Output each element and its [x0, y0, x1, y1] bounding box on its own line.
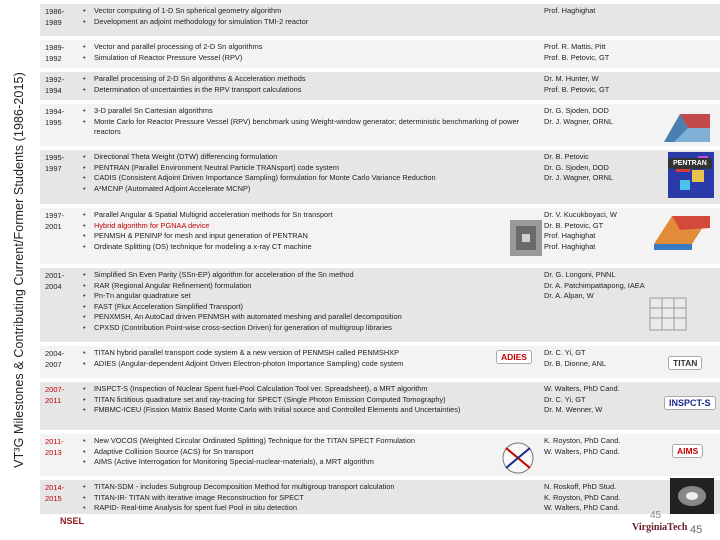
table-row — [40, 382, 720, 432]
row-description — [82, 40, 540, 68]
year-end: 2004 — [45, 282, 62, 291]
row-description — [82, 382, 540, 430]
adies-badge: ADIES — [496, 350, 532, 364]
table-row — [40, 72, 720, 102]
row-people — [540, 268, 720, 342]
spect-reconstruction-image — [670, 478, 714, 514]
row-years — [40, 104, 82, 146]
list-item: • TITAN-IR- TITAN with iterative image Reconstruction for SPECT — [82, 493, 540, 504]
person: W. Walters, PhD Cand. — [544, 503, 620, 513]
year-start: 2014- — [45, 483, 65, 492]
row-people — [540, 40, 720, 68]
list-item: • Pn-Tn angular quadrature set — [82, 291, 540, 302]
list-item: • PENTRAN (Parallel Environment Neutral Particle TRANsport) code system — [82, 163, 540, 174]
rpv-benchmark-image — [660, 108, 714, 146]
year-start: 1992- — [45, 75, 65, 84]
year-end: 2011 — [45, 396, 62, 405]
footer — [0, 510, 720, 540]
table-row — [40, 104, 720, 148]
row-description — [82, 208, 540, 264]
person: W. Walters, PhD Cand. — [544, 446, 620, 456]
row-years — [40, 150, 82, 204]
year-end: 2001 — [45, 222, 62, 231]
person: Dr. G. Longoni, PNNL — [544, 270, 616, 279]
list-item: • ADIES (Angular-dependent Adjoint Driven Electron-photon Importance Sampling) code system — [82, 359, 540, 370]
year-end: 1997 — [45, 164, 62, 173]
year-start: 2007- — [45, 385, 65, 394]
list-item: • RAR (Regional Angular Refinement) formulation — [82, 281, 540, 292]
list-item: • TITAN hybrid parallel transport code system & a new version of PENMSH called PENMSHXP — [82, 348, 540, 359]
list-item: • CPXSD (Contribution Point-wise cross-section Driven) for generation of multigroup libraries — [82, 323, 540, 334]
list-item: • Parallel Angular & Spatial Multigrid acceleration methods for Sn transport — [82, 210, 540, 221]
nsel-logo: NSEL — [60, 516, 85, 526]
list-item: • CADIS (Consistent Adjoint Driven Importance Sampling) formulation for Monte Carlo Variance Reduction — [82, 173, 540, 184]
person: Dr. A. Patchimpattapong, IAEA — [544, 280, 645, 290]
person: Prof. R. Mattis, Pitt — [544, 42, 606, 51]
year-end: 2007 — [45, 360, 62, 369]
person: Dr. J. Wagner, ORNL — [544, 173, 614, 183]
list-item: • Parallel processing of 2-D Sn algorithms & Acceleration methods — [82, 74, 540, 85]
row-years — [40, 208, 82, 264]
list-item: • A³MCNP (Automated Adjoint Accelerate MCNP) — [82, 184, 540, 195]
row-years — [40, 480, 82, 514]
list-item: • RAPID- Real-time Analysis for spent fuel Pool in situ detection — [82, 503, 540, 514]
row-description — [82, 150, 540, 204]
row-description — [82, 480, 540, 514]
year-end: 1989 — [45, 18, 62, 27]
row-people — [540, 4, 720, 36]
list-item: • AIMS (Active Interrogation for Monitoring Special-nuclear-materials), a MRT algorithm — [82, 457, 540, 468]
autocad-mesh-image — [648, 296, 688, 332]
table-row — [40, 346, 720, 380]
row-years — [40, 382, 82, 430]
list-item: • FMBMC-ICEU (Fission Matrix Based Monte Carlo with Initial source and Controlled Elements and Uncertainties) — [82, 405, 540, 416]
list-item: • Simplified Sn Even Parity (SSn-EP) algorithm for acceleration of the Sn method — [82, 270, 540, 281]
row-years — [40, 4, 82, 36]
person: Prof. B. Petovic, GT — [544, 52, 610, 62]
list-item: • TITAN fictitious quadrature set and ray-tracing for SPECT (Single Photon Emission Computed Tomography) — [82, 395, 540, 406]
year-start: 1995- — [45, 153, 65, 162]
person: N. Roskoff, PhD Stud. — [544, 482, 617, 491]
row-description — [82, 434, 540, 476]
person: K. Royston, PhD Cand. — [544, 492, 621, 502]
aims-badge: AIMS — [672, 444, 703, 458]
row-description — [82, 268, 540, 342]
list-item: • Development an adjoint methodology for simulation TMI-2 reactor — [82, 17, 540, 28]
table-row — [40, 40, 720, 70]
page-number: 45 — [690, 524, 703, 536]
pentran-badge: PENTRAN — [668, 158, 712, 169]
titan-badge: TITAN — [668, 356, 702, 370]
year-start: 1986- — [45, 7, 65, 16]
row-description — [82, 346, 540, 378]
list-item: • PENMSH & PENINP for mesh and input generation of PENTRAN — [82, 231, 540, 242]
list-item-highlighted: • Hybrid algorithm for PGNAA device — [82, 221, 540, 232]
side-title-container — [0, 0, 38, 540]
person: K. Royston, PhD Cand. — [544, 436, 621, 445]
list-item: • Determination of uncertainties in the RPV transport calculations — [82, 85, 540, 96]
list-item: • Vector computing of 1-D Sn spherical geometry algorithm — [82, 6, 540, 17]
multigrid-image — [650, 208, 714, 252]
list-item: • 3-D parallel Sn Cartesian algorithms — [82, 106, 540, 117]
list-item: • New VOCOS (Weighted Circular Ordinated Splitting) Technique for the TITAN SPECT Formulation — [82, 436, 540, 447]
year-end: 1992 — [45, 54, 62, 63]
year-start: 1997- — [45, 211, 65, 220]
list-item: • FAST (Flux Acceleration Simplified Transport) — [82, 302, 540, 313]
list-item: • Simulation of Reactor Pressure Vessel (RPV) — [82, 53, 540, 64]
row-people — [540, 72, 720, 100]
year-end: 1995 — [45, 118, 62, 127]
person: Dr. G. Sjoden, DOD — [544, 162, 609, 172]
year-start: 2011- — [45, 437, 64, 446]
list-item: • TITAN-SDM - includes Subgroup Decomposition Method for multigroup transport calculation — [82, 482, 540, 493]
table-row — [40, 268, 720, 344]
year-end: 2013 — [45, 448, 62, 457]
row-years — [40, 72, 82, 100]
table-row — [40, 4, 720, 38]
person: Dr. G. Sjoden, DOD — [544, 106, 609, 115]
person: Dr. M. Hunter, W — [544, 74, 599, 83]
ct-machine-image — [506, 216, 546, 260]
side-title: VT³G Milestones & Contributing Current/Former Students (1986-2015) — [12, 72, 26, 468]
list-item: • Ordinate Splitting (OS) technique for modeling a x-ray CT machine — [82, 242, 540, 253]
list-item: • Directional Theta Weight (DTW) differencing formulation — [82, 152, 540, 163]
row-description — [82, 104, 540, 146]
person: Prof. Haghighat — [544, 231, 596, 241]
person: Dr. V. Kucukboyaci, W — [544, 210, 617, 219]
row-description — [82, 4, 540, 36]
person: Dr. B. Petovic — [544, 152, 589, 161]
row-years — [40, 346, 82, 378]
year-start: 2001- — [45, 271, 65, 280]
list-item: • Monte Carlo for Reactor Pressure Vessel (RPV) benchmark using Weight-window generator; deterministic benchmarking of power reactors — [82, 117, 540, 138]
table-row — [40, 208, 720, 266]
person: Dr. B. Petovic, GT — [544, 220, 604, 230]
row-years — [40, 40, 82, 68]
year-end: 2015 — [45, 494, 62, 503]
person: Dr. B. Dionne, ANL — [544, 358, 607, 368]
vocos-diagram-icon — [498, 440, 538, 476]
person: W. Walters, PhD Cand. — [544, 384, 620, 393]
person: Prof. B. Petovic, GT — [544, 84, 610, 94]
person: Dr. C. Yi, GT — [544, 348, 586, 357]
list-item: • Adaptive Collision Source (ACS) for Sn transport — [82, 447, 540, 458]
row-years — [40, 268, 82, 342]
inspct-badge: INSPCT-S — [664, 396, 716, 410]
virginia-tech-logo: VirginiaTech — [632, 522, 688, 533]
person: Dr. C. Yi, GT — [544, 394, 586, 404]
year-start: 1994- — [45, 107, 65, 116]
page-number-small: 45 — [650, 510, 662, 521]
list-item: • Vector and parallel processing of 2-D Sn algorithms — [82, 42, 540, 53]
year-end: 1994 — [45, 86, 62, 95]
row-description — [82, 72, 540, 100]
year-start: 1989- — [45, 43, 65, 52]
table-row — [40, 480, 720, 516]
year-start: 2004- — [45, 349, 65, 358]
person: Dr. M. Wenner, W — [544, 405, 603, 415]
list-item: • INSPCT-S (Inspection of Nuclear Spent fuel-Pool Calculation Tool ver. Spreadsheet), a MRT algorithm — [82, 384, 540, 395]
row-years — [40, 434, 82, 476]
list-item: • PENXMSH, An AutoCad driven PENMSH with automated meshing and parallel decomposition — [82, 312, 540, 323]
person: Prof. Haghighat — [544, 241, 596, 251]
person: Dr. J. Wagner, ORNL — [544, 116, 614, 126]
person: Prof. Haghighat — [544, 6, 596, 15]
table-row — [40, 150, 720, 206]
table-row — [40, 434, 720, 478]
person: Dr. A. Alpan, W — [544, 291, 594, 301]
